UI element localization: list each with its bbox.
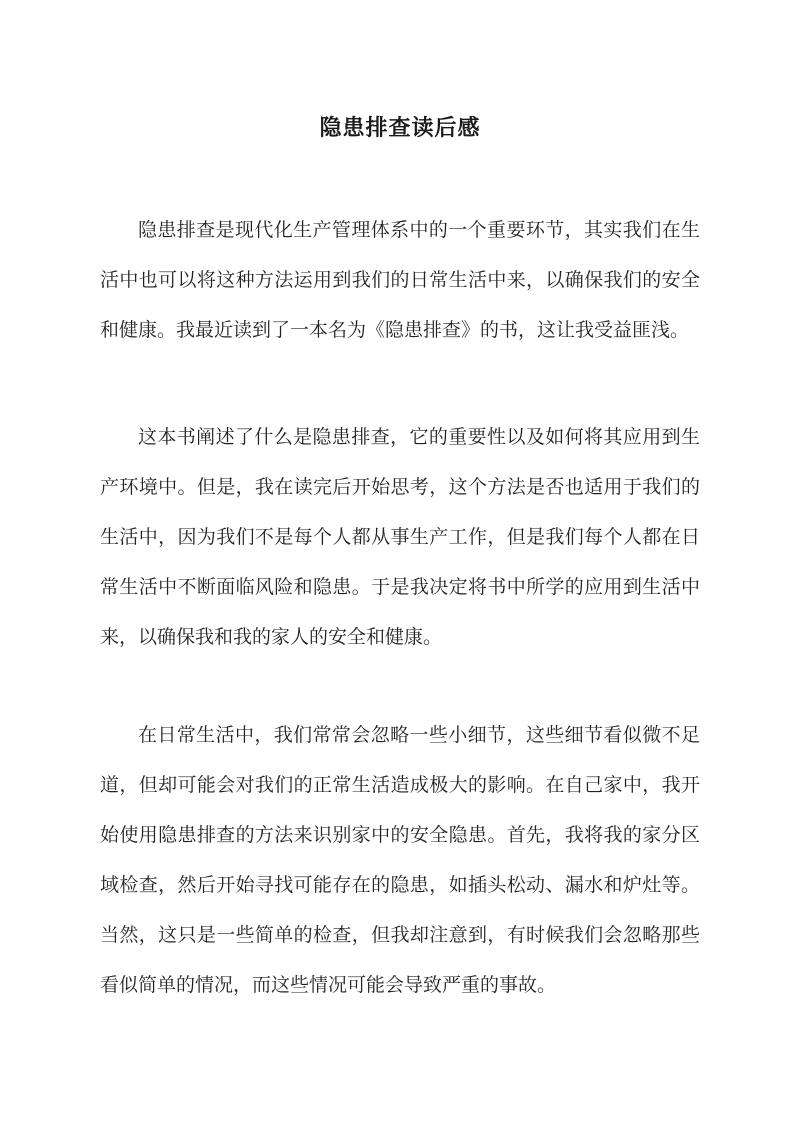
document-title: 隐患排查读后感: [319, 114, 481, 141]
paragraph-book-summary: 这本书阐述了什么是隐患排查，它的重要性以及如何将其应用到生产环境中。但是，我在读完后开始思考，这个方法是否也适用于我们的生活中，因为我们不是每个人都从事生产工作，但是我们每个人都在日常生活中不断面临风险和隐患。于是我决定将书中所学的应用到生活中来，以确保我和我的家人的安全和健康。: [100, 426, 700, 648]
paragraph-daily-life: 在日常生活中，我们常常会忽略一些小细节，这些细节看似微不足道，但却可能会对我们的正常生活造成极大的影响。在自己家中，我开始使用隐患排查的方法来识别家中的安全隐患。首先，我将我的家分区域检查，然后开始寻找可能存在的隐患，如插头松动、漏水和炉灶等。当然，这只是一些简单的检查，但我却注意到，有时候我们会忽略那些看似简单的情况，而这些情况可能会导致严重的事故。: [100, 724, 700, 996]
paragraph-intro: 隐患排查是现代化生产管理体系中的一个重要环节，其实我们在生活中也可以将这种方法运用到我们的日常生活中来，以确保我们的安全和健康。我最近读到了一本名为《隐患排查》的书，这让我受益匪浅。: [100, 219, 700, 341]
